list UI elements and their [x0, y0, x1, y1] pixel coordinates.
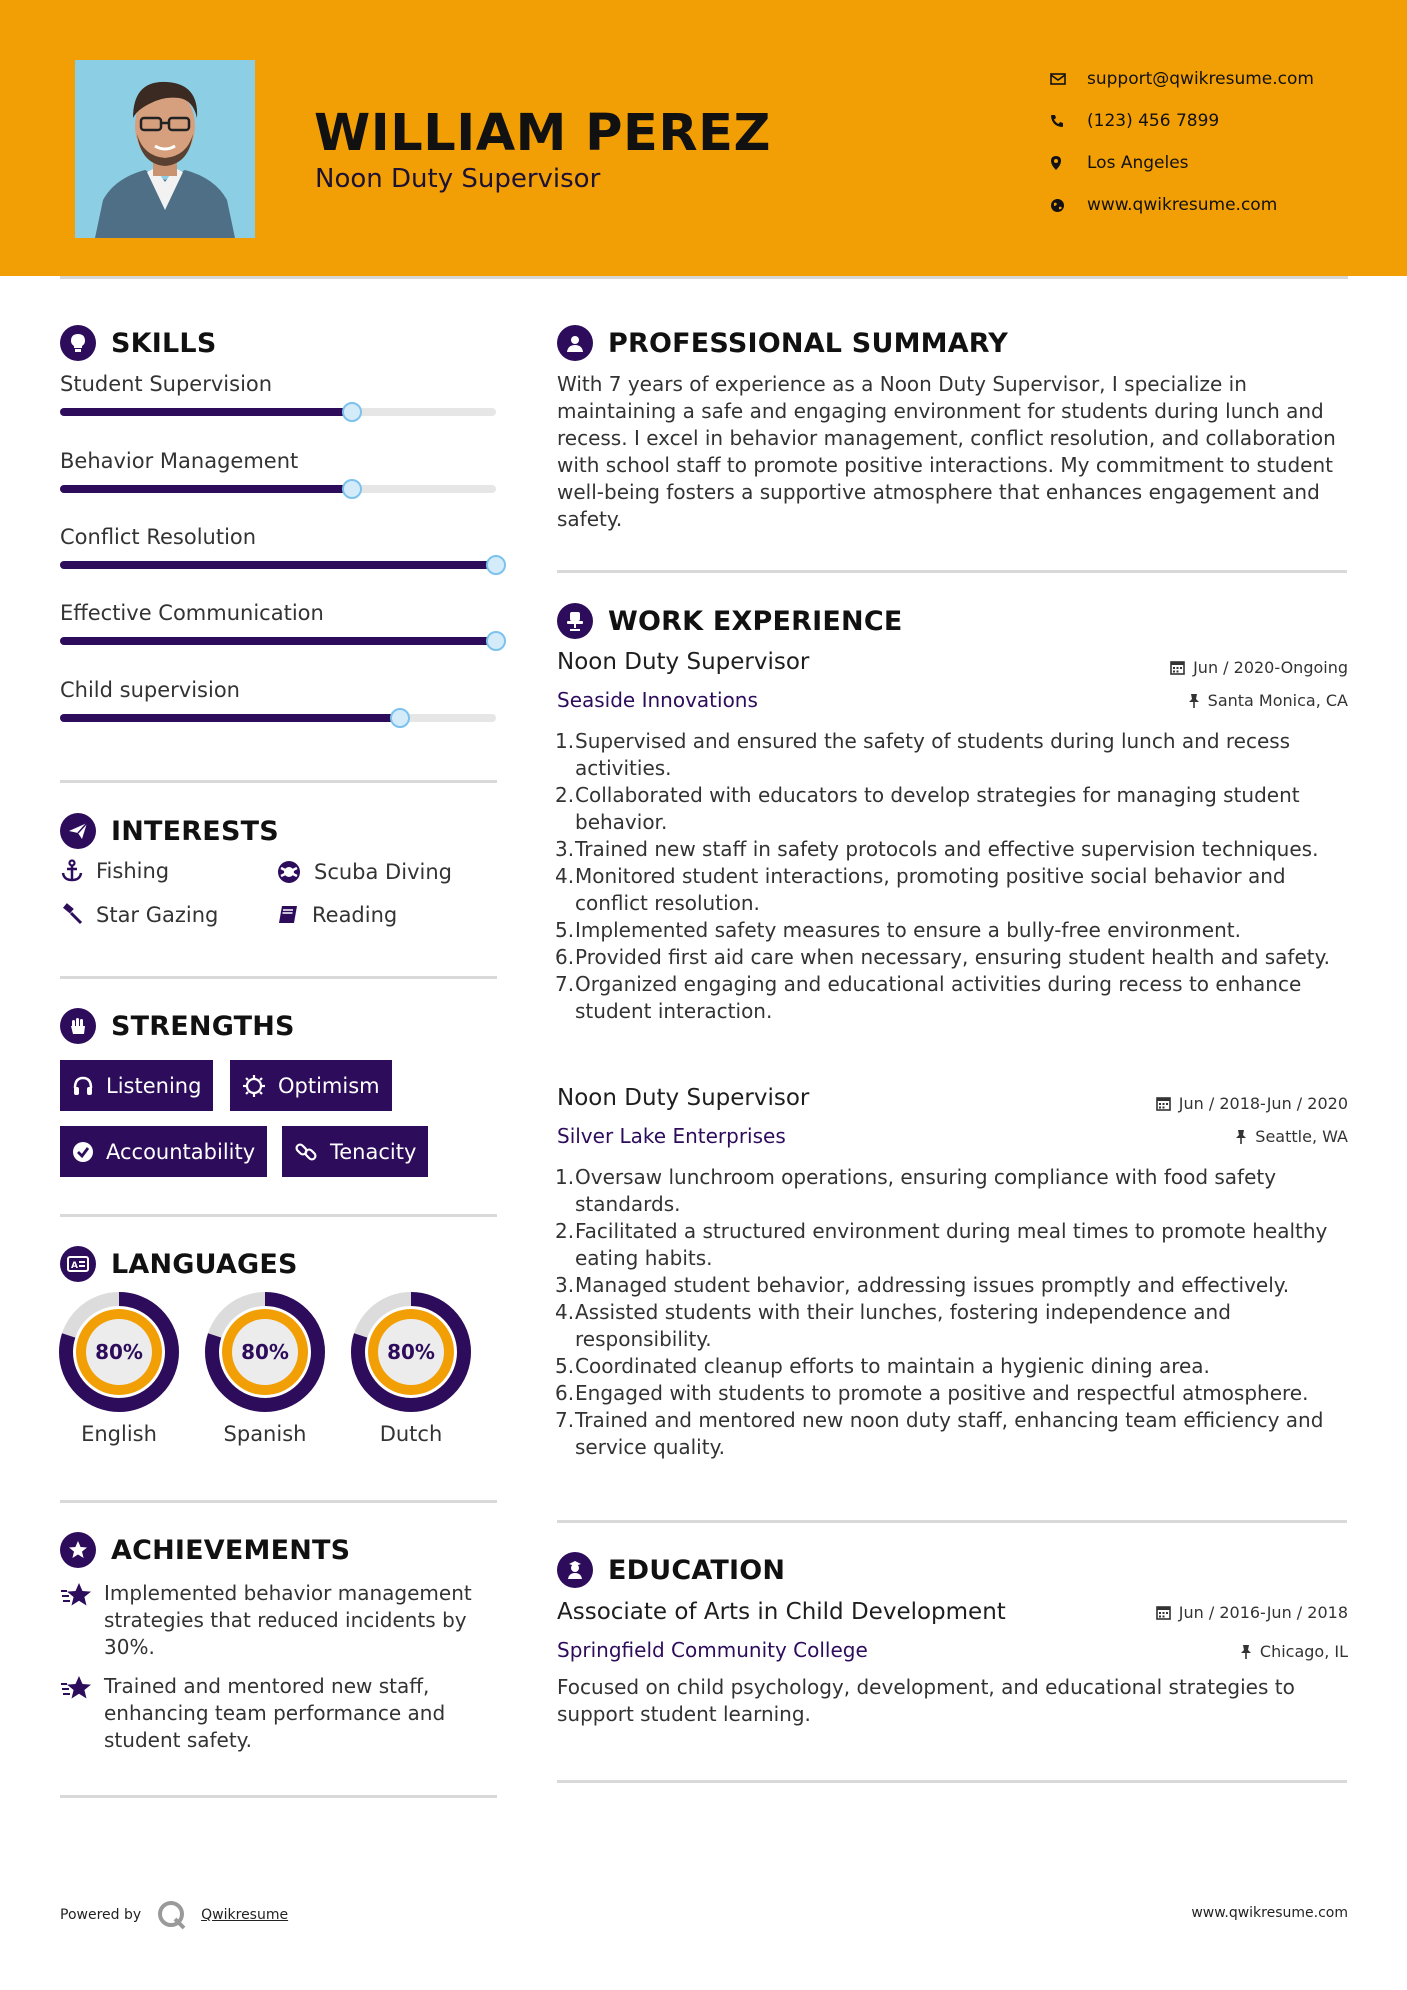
skill-bar [60, 408, 496, 416]
skill-label: Child supervision [60, 678, 240, 702]
strength-badge [282, 1126, 428, 1177]
duty-item: Managed student behavior, addressing issues promptly and effectively. [575, 1273, 1290, 1297]
interest-label: Scuba Diving [314, 860, 452, 884]
education-date-text: Jun / 2016-Jun / 2018 [1178, 1603, 1348, 1622]
skill-bar-knob [342, 402, 362, 422]
achievement-item [60, 1580, 500, 1661]
job-location-text: Santa Monica, CA [1207, 691, 1348, 710]
pushpin-icon [1240, 1644, 1252, 1660]
language-percent: 80% [387, 1340, 435, 1364]
strength-label: Tenacity [330, 1139, 417, 1164]
job-title: Noon Duty Supervisor [557, 1085, 810, 1111]
skill-item [60, 449, 500, 473]
pushpin-icon [1235, 1129, 1247, 1145]
contact-location [1050, 142, 1314, 184]
job-location-text: Seattle, WA [1255, 1127, 1348, 1146]
language-item [57, 1290, 181, 1446]
duty-item: Oversaw lunchroom operations, ensuring compliance with food safety standards. [575, 1165, 1277, 1216]
skill-bar-knob [390, 708, 410, 728]
summary-title: PROFESSIONAL SUMMARY [608, 327, 1009, 359]
headphones-icon [72, 1075, 94, 1097]
calendar-icon [1170, 660, 1185, 675]
summary-heading [557, 325, 1008, 361]
language-name: Spanish [223, 1422, 307, 1446]
skill-bar [60, 561, 496, 569]
strength-badge [60, 1126, 267, 1177]
job-location [1188, 691, 1348, 710]
qwikresume-link[interactable]: Qwikresume [201, 1907, 289, 1923]
skill-bar-knob [342, 479, 362, 499]
fist-icon [60, 1008, 96, 1044]
contact-location-text: Los Angeles [1087, 153, 1189, 173]
life-ring-icon [276, 859, 302, 885]
svg-text:A: A [71, 1261, 78, 1271]
job-duties [557, 1164, 1357, 1461]
duty-item: Coordinated cleanup efforts to maintain a hygienic dining area. [575, 1354, 1210, 1378]
skill-bar [60, 485, 496, 493]
experience-heading [557, 603, 902, 639]
candidate-title: Noon Duty Supervisor [315, 164, 601, 194]
interest-label: Reading [312, 903, 398, 927]
language-item [349, 1290, 473, 1446]
skills-heading [60, 325, 216, 361]
paper-plane-icon [60, 813, 96, 849]
skill-item [60, 525, 500, 549]
calendar-icon [1156, 1096, 1171, 1111]
footer-powered-by [60, 1898, 288, 1932]
gavel-icon [60, 903, 84, 927]
divider [557, 1520, 1347, 1523]
strengths-heading [60, 1008, 295, 1044]
strength-label: Accountability [106, 1139, 256, 1164]
duty-item: Assisted students with their lunches, fostering independence and responsibility. [575, 1300, 1231, 1351]
achievement-text: Implemented behavior management strategies that reduced incidents by 30%. [104, 1581, 472, 1659]
duty-item: Collaborated with educators to develop strategies for managing student behavior. [575, 783, 1300, 834]
skill-bar [60, 714, 496, 722]
candidate-name: WILLIAM PEREZ [314, 104, 771, 163]
job-duties [557, 728, 1357, 1025]
job-location [1235, 1127, 1348, 1146]
languages-heading [60, 1246, 298, 1282]
achievements-title: ACHIEVEMENTS [111, 1534, 351, 1566]
footer-website[interactable]: www.qwikresume.com [1191, 1905, 1348, 1921]
job-date [1170, 658, 1348, 677]
job-date [1156, 1094, 1348, 1113]
interests-title: INTERESTS [111, 815, 279, 847]
languages-title: LANGUAGES [111, 1248, 298, 1280]
contact-email[interactable] [1050, 58, 1314, 100]
duty-item: Implemented safety measures to ensure a bully-free environment. [575, 918, 1241, 942]
duty-item: Facilitated a structured environment during meal times to promote healthy eating habits. [575, 1219, 1328, 1270]
language-percent: 80% [241, 1340, 289, 1364]
strength-badge [230, 1060, 392, 1111]
education-description: Focused on child psychology, development, and educational strategies to support student learning. [557, 1675, 1295, 1726]
language-donut [349, 1290, 473, 1414]
divider [60, 976, 497, 979]
skill-label: Student Supervision [60, 372, 273, 396]
interests-heading [60, 813, 279, 849]
education-location-text: Chicago, IL [1259, 1642, 1348, 1661]
job-title: Noon Duty Supervisor [557, 649, 810, 675]
language-name: English [81, 1422, 157, 1446]
interest-item [276, 903, 397, 927]
school-name: Springfield Community College [557, 1638, 868, 1662]
sun-icon [242, 1074, 266, 1098]
contact-website[interactable] [1050, 184, 1314, 226]
interest-item [60, 903, 218, 927]
skill-item [60, 678, 500, 702]
strength-label: Listening [106, 1073, 202, 1098]
strength-badge [60, 1060, 213, 1111]
experience-title: WORK EXPERIENCE [608, 605, 903, 637]
star-icon [60, 1673, 104, 1754]
link-icon [294, 1140, 318, 1164]
education-heading [557, 1552, 785, 1588]
globe-icon [1050, 198, 1087, 213]
header-banner [0, 0, 1407, 276]
language-name: Dutch [379, 1422, 443, 1446]
skill-item [60, 372, 500, 396]
map-pin-icon [1050, 155, 1087, 171]
duty-item: Monitored student interactions, promoting positive social behavior and conflict resolution. [575, 864, 1286, 915]
skill-bar-knob [486, 555, 506, 575]
achievements-heading [60, 1532, 350, 1568]
header-divider [60, 276, 1348, 279]
contact-phone[interactable] [1050, 100, 1314, 142]
contact-info [1050, 58, 1314, 226]
interest-item [60, 859, 169, 883]
contact-email-text: support@qwikresume.com [1087, 69, 1314, 89]
achievement-item [60, 1673, 500, 1754]
powered-by-text: Powered by [60, 1907, 142, 1923]
job-date-text: Jun / 2020-Ongoing [1193, 658, 1348, 677]
degree-title: Associate of Arts in Child Development [557, 1599, 1006, 1625]
lightbulb-icon [60, 325, 96, 361]
skills-title: SKILLS [111, 327, 217, 359]
duty-item: Supervised and ensured the safety of students during lunch and recess activities. [575, 729, 1291, 780]
company-name: Seaside Innovations [557, 688, 758, 712]
contact-phone-text: (123) 456 7899 [1087, 111, 1220, 131]
divider [60, 1214, 497, 1217]
user-icon [557, 325, 593, 361]
profile-photo [75, 60, 255, 238]
office-chair-icon [557, 603, 593, 639]
duty-item: Trained and mentored new noon duty staff, enhancing team efficiency and service quality. [575, 1408, 1324, 1459]
duty-item: Provided first aid care when necessary, ensuring student health and safety. [575, 945, 1330, 969]
divider [557, 570, 1347, 573]
anchor-icon [60, 859, 84, 883]
language-icon [60, 1246, 96, 1282]
contact-website-text: www.qwikresume.com [1087, 195, 1278, 215]
divider [60, 1500, 497, 1503]
duty-item: Organized engaging and educational activities during recess to enhance student interaction. [575, 972, 1302, 1023]
language-percent: 80% [95, 1340, 143, 1364]
summary-text: With 7 years of experience as a Noon Duty Supervisor, I specialize in maintaining a safe and engaging environment for students during lunch and recess. I excel in behavior management, conflict resolution, and collaboration with school staff to promote positive interactions. My commitment to student well-being fosters a supportive atmosphere that enhances engagement and safety. [557, 372, 1336, 531]
divider [60, 1795, 497, 1798]
job-date-text: Jun / 2018-Jun / 2020 [1178, 1094, 1348, 1113]
skill-bar [60, 637, 496, 645]
achievement-text: Trained and mentored new staff, enhancing team performance and student safety. [104, 1674, 446, 1752]
education-date [1156, 1603, 1348, 1622]
phone-icon [1050, 114, 1087, 128]
language-donut [57, 1290, 181, 1414]
education-location [1240, 1642, 1348, 1661]
company-name: Silver Lake Enterprises [557, 1124, 786, 1148]
divider [60, 780, 497, 783]
language-donut [203, 1290, 327, 1414]
interest-item [276, 859, 452, 885]
calendar-icon [1156, 1605, 1171, 1620]
divider [557, 1780, 1347, 1783]
skill-label: Behavior Management [60, 449, 299, 473]
strengths-title: STRENGTHS [111, 1010, 295, 1042]
qwikresume-logo-icon [155, 1898, 189, 1932]
skill-label: Effective Communication [60, 601, 324, 625]
duty-item: Engaged with students to promote a positive and respectful atmosphere. [575, 1381, 1309, 1405]
star-badge-icon [60, 1532, 96, 1568]
duty-item: Trained new staff in safety protocols and effective supervision techniques. [575, 837, 1319, 861]
language-item [203, 1290, 327, 1446]
interest-label: Fishing [96, 859, 170, 883]
strength-label: Optimism [278, 1073, 380, 1098]
book-icon [276, 903, 300, 927]
skill-item [60, 601, 500, 625]
envelope-icon [1050, 72, 1087, 86]
pushpin-icon [1188, 693, 1200, 709]
skill-label: Conflict Resolution [60, 525, 257, 549]
education-title: EDUCATION [608, 1554, 786, 1586]
graduate-icon [557, 1552, 593, 1588]
interest-label: Star Gazing [96, 903, 219, 927]
star-icon [60, 1580, 104, 1661]
skill-bar-knob [486, 631, 506, 651]
check-circle-icon [72, 1141, 94, 1163]
